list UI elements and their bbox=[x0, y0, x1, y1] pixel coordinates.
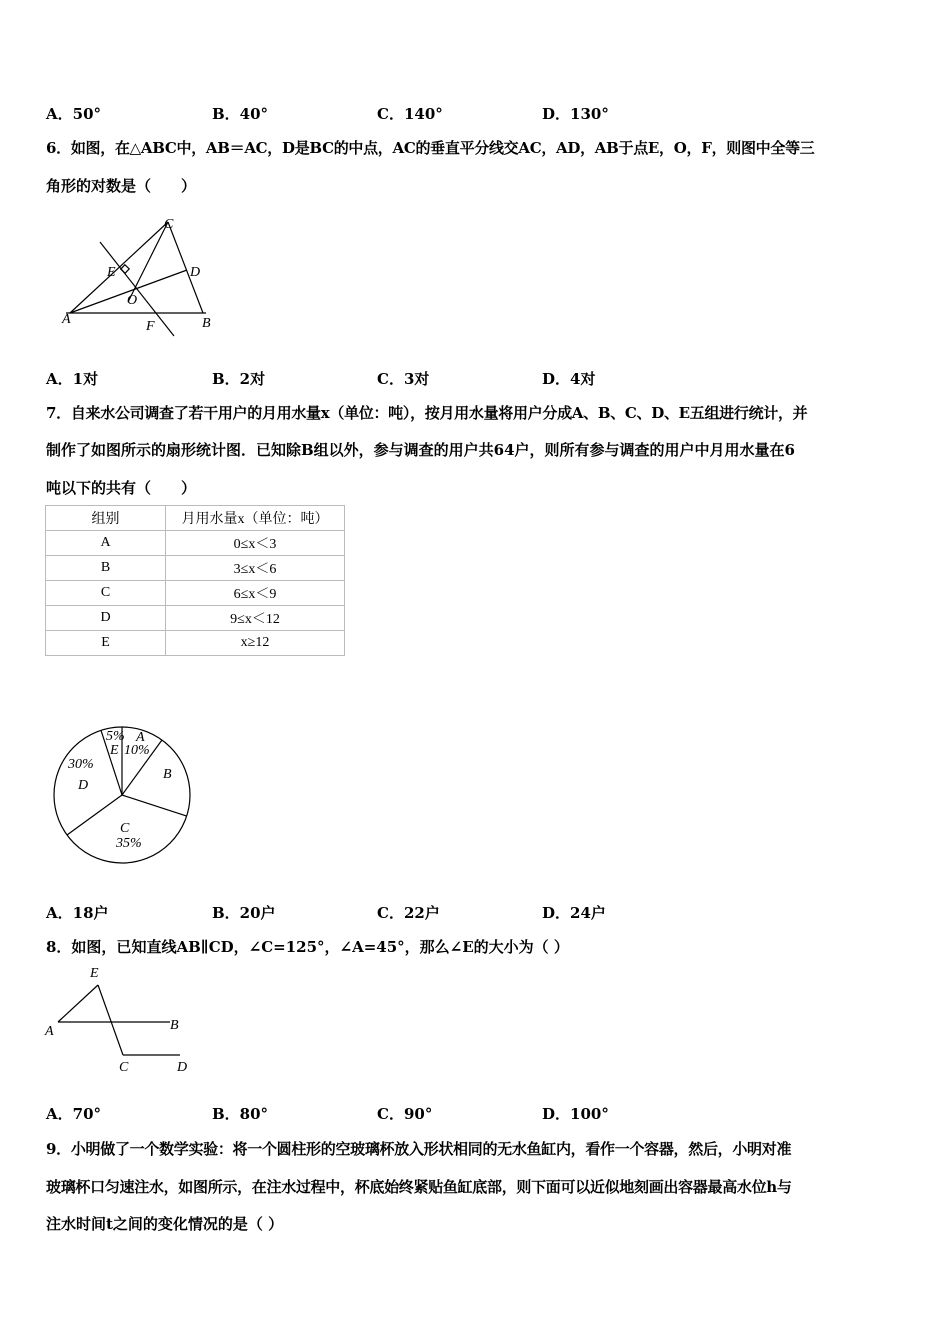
q5-option-a[interactable]: A．50° bbox=[46, 105, 102, 123]
q6-label-o: O bbox=[127, 293, 138, 308]
cell: 6≤x＜9 bbox=[166, 581, 345, 606]
q9-text-line2: 玻璃杯口匀速注水，如图所示，在注水过程中，杯底始终紧贴鱼缸底部，则下面可以近似地刻画出容器最高水位h与 bbox=[46, 1178, 792, 1196]
q6-label-b: B bbox=[202, 316, 211, 331]
cell: D bbox=[46, 606, 166, 631]
q8-option-d[interactable]: D．100° bbox=[542, 1105, 609, 1123]
q6-triangle-figure bbox=[66, 222, 206, 336]
pie-label-c: C bbox=[120, 821, 130, 836]
q9-text-line3: 注水时间t之间的变化情况的是（ ） bbox=[46, 1215, 284, 1233]
q7-option-a[interactable]: A．18户 bbox=[46, 904, 109, 922]
q7-text-line3: 吨以下的共有（ ） bbox=[46, 479, 197, 497]
table-row bbox=[46, 531, 345, 556]
header-group: 组别 bbox=[46, 506, 166, 531]
q6-label-f: F bbox=[146, 319, 155, 334]
pie-slice-boundary-c bbox=[122, 795, 187, 816]
q8-option-b[interactable]: B．80° bbox=[212, 1105, 269, 1123]
pie-label-b: B bbox=[163, 767, 172, 782]
table-row bbox=[46, 606, 345, 631]
q7-option-b[interactable]: B．20户 bbox=[212, 904, 276, 922]
cell: 9≤x＜12 bbox=[166, 606, 345, 631]
q8-parallel-lines-figure bbox=[58, 985, 180, 1055]
q6-text-line2: 角形的对数是（ ） bbox=[46, 177, 197, 195]
q8-option-a[interactable]: A．70° bbox=[46, 1105, 102, 1123]
q6-text-line1: 6．如图，在△ABC中，AB＝AC，D是BC的中点，AC的垂直平分线交AC，AD，AB于点E，O，F，则图中全等三 bbox=[46, 139, 815, 157]
cell: B bbox=[46, 556, 166, 581]
q8-label-d: D bbox=[177, 1060, 188, 1075]
q8-label-e: E bbox=[90, 966, 99, 981]
q5-option-c[interactable]: C．140° bbox=[377, 105, 443, 123]
pie-slice-boundary-d bbox=[67, 795, 122, 835]
q6-label-a: A bbox=[62, 312, 71, 327]
pie-label-d: D bbox=[78, 778, 89, 793]
q8-option-c[interactable]: C．90° bbox=[377, 1105, 433, 1123]
table-row bbox=[46, 556, 345, 581]
q6-option-a[interactable]: A．1对 bbox=[46, 370, 99, 388]
q6-label-d: D bbox=[190, 265, 201, 280]
q7-option-d[interactable]: D．24户 bbox=[542, 904, 606, 922]
q8-text: 8．如图，已知直线AB∥CD，∠C=125°，∠A=45°，那么∠E的大小为（ ） bbox=[46, 938, 569, 956]
cell: x≥12 bbox=[166, 631, 345, 656]
q8-label-c: C bbox=[119, 1060, 129, 1075]
q5-option-d[interactable]: D．130° bbox=[542, 105, 609, 123]
header-usage: 月用水量x（单位：吨） bbox=[166, 506, 345, 531]
q7-text-line1: 7．自来水公司调查了若干用户的月用水量x（单位：吨），按月用水量将用户分成A、B、C、D、E五组进行统计，并 bbox=[46, 404, 808, 422]
cell: 3≤x＜6 bbox=[166, 556, 345, 581]
q7-option-c[interactable]: C．22户 bbox=[377, 904, 440, 922]
pie-pct-a: 10% bbox=[124, 743, 150, 758]
q7-group-table bbox=[45, 505, 345, 656]
pie-pct-d: 30% bbox=[68, 757, 94, 772]
pie-pct-c: 35% bbox=[116, 836, 142, 851]
cell: 0≤x＜3 bbox=[166, 531, 345, 556]
pie-label-e: E bbox=[110, 743, 119, 758]
q5-option-b[interactable]: B．40° bbox=[212, 105, 269, 123]
q8-label-b: B bbox=[170, 1018, 179, 1033]
q6-option-c[interactable]: C．3对 bbox=[377, 370, 430, 388]
q6-label-e: E bbox=[107, 265, 116, 280]
q6-option-b[interactable]: B．2对 bbox=[212, 370, 266, 388]
q9-text-line1: 9．小明做了一个数学实验：将一个圆柱形的空玻璃杯放入形状相同的无水鱼缸内，看作一个容器，然后，小明对准 bbox=[46, 1140, 792, 1158]
pie-pct-e: 5% bbox=[106, 729, 125, 744]
table-header-row bbox=[46, 506, 345, 531]
table-row bbox=[46, 581, 345, 606]
q8-label-a: A bbox=[45, 1024, 54, 1039]
cell: E bbox=[46, 631, 166, 656]
q7-text-line2: 制作了如图所示的扇形统计图．已知除B组以外，参与调查的用户共64户，则所有参与调查的用户中月用水量在6 bbox=[46, 441, 795, 459]
table-row bbox=[46, 631, 345, 656]
q6-option-d[interactable]: D．4对 bbox=[542, 370, 596, 388]
cell: A bbox=[46, 531, 166, 556]
cell: C bbox=[46, 581, 166, 606]
pie-label-a: A bbox=[136, 730, 145, 745]
q6-label-c: C bbox=[164, 217, 174, 232]
